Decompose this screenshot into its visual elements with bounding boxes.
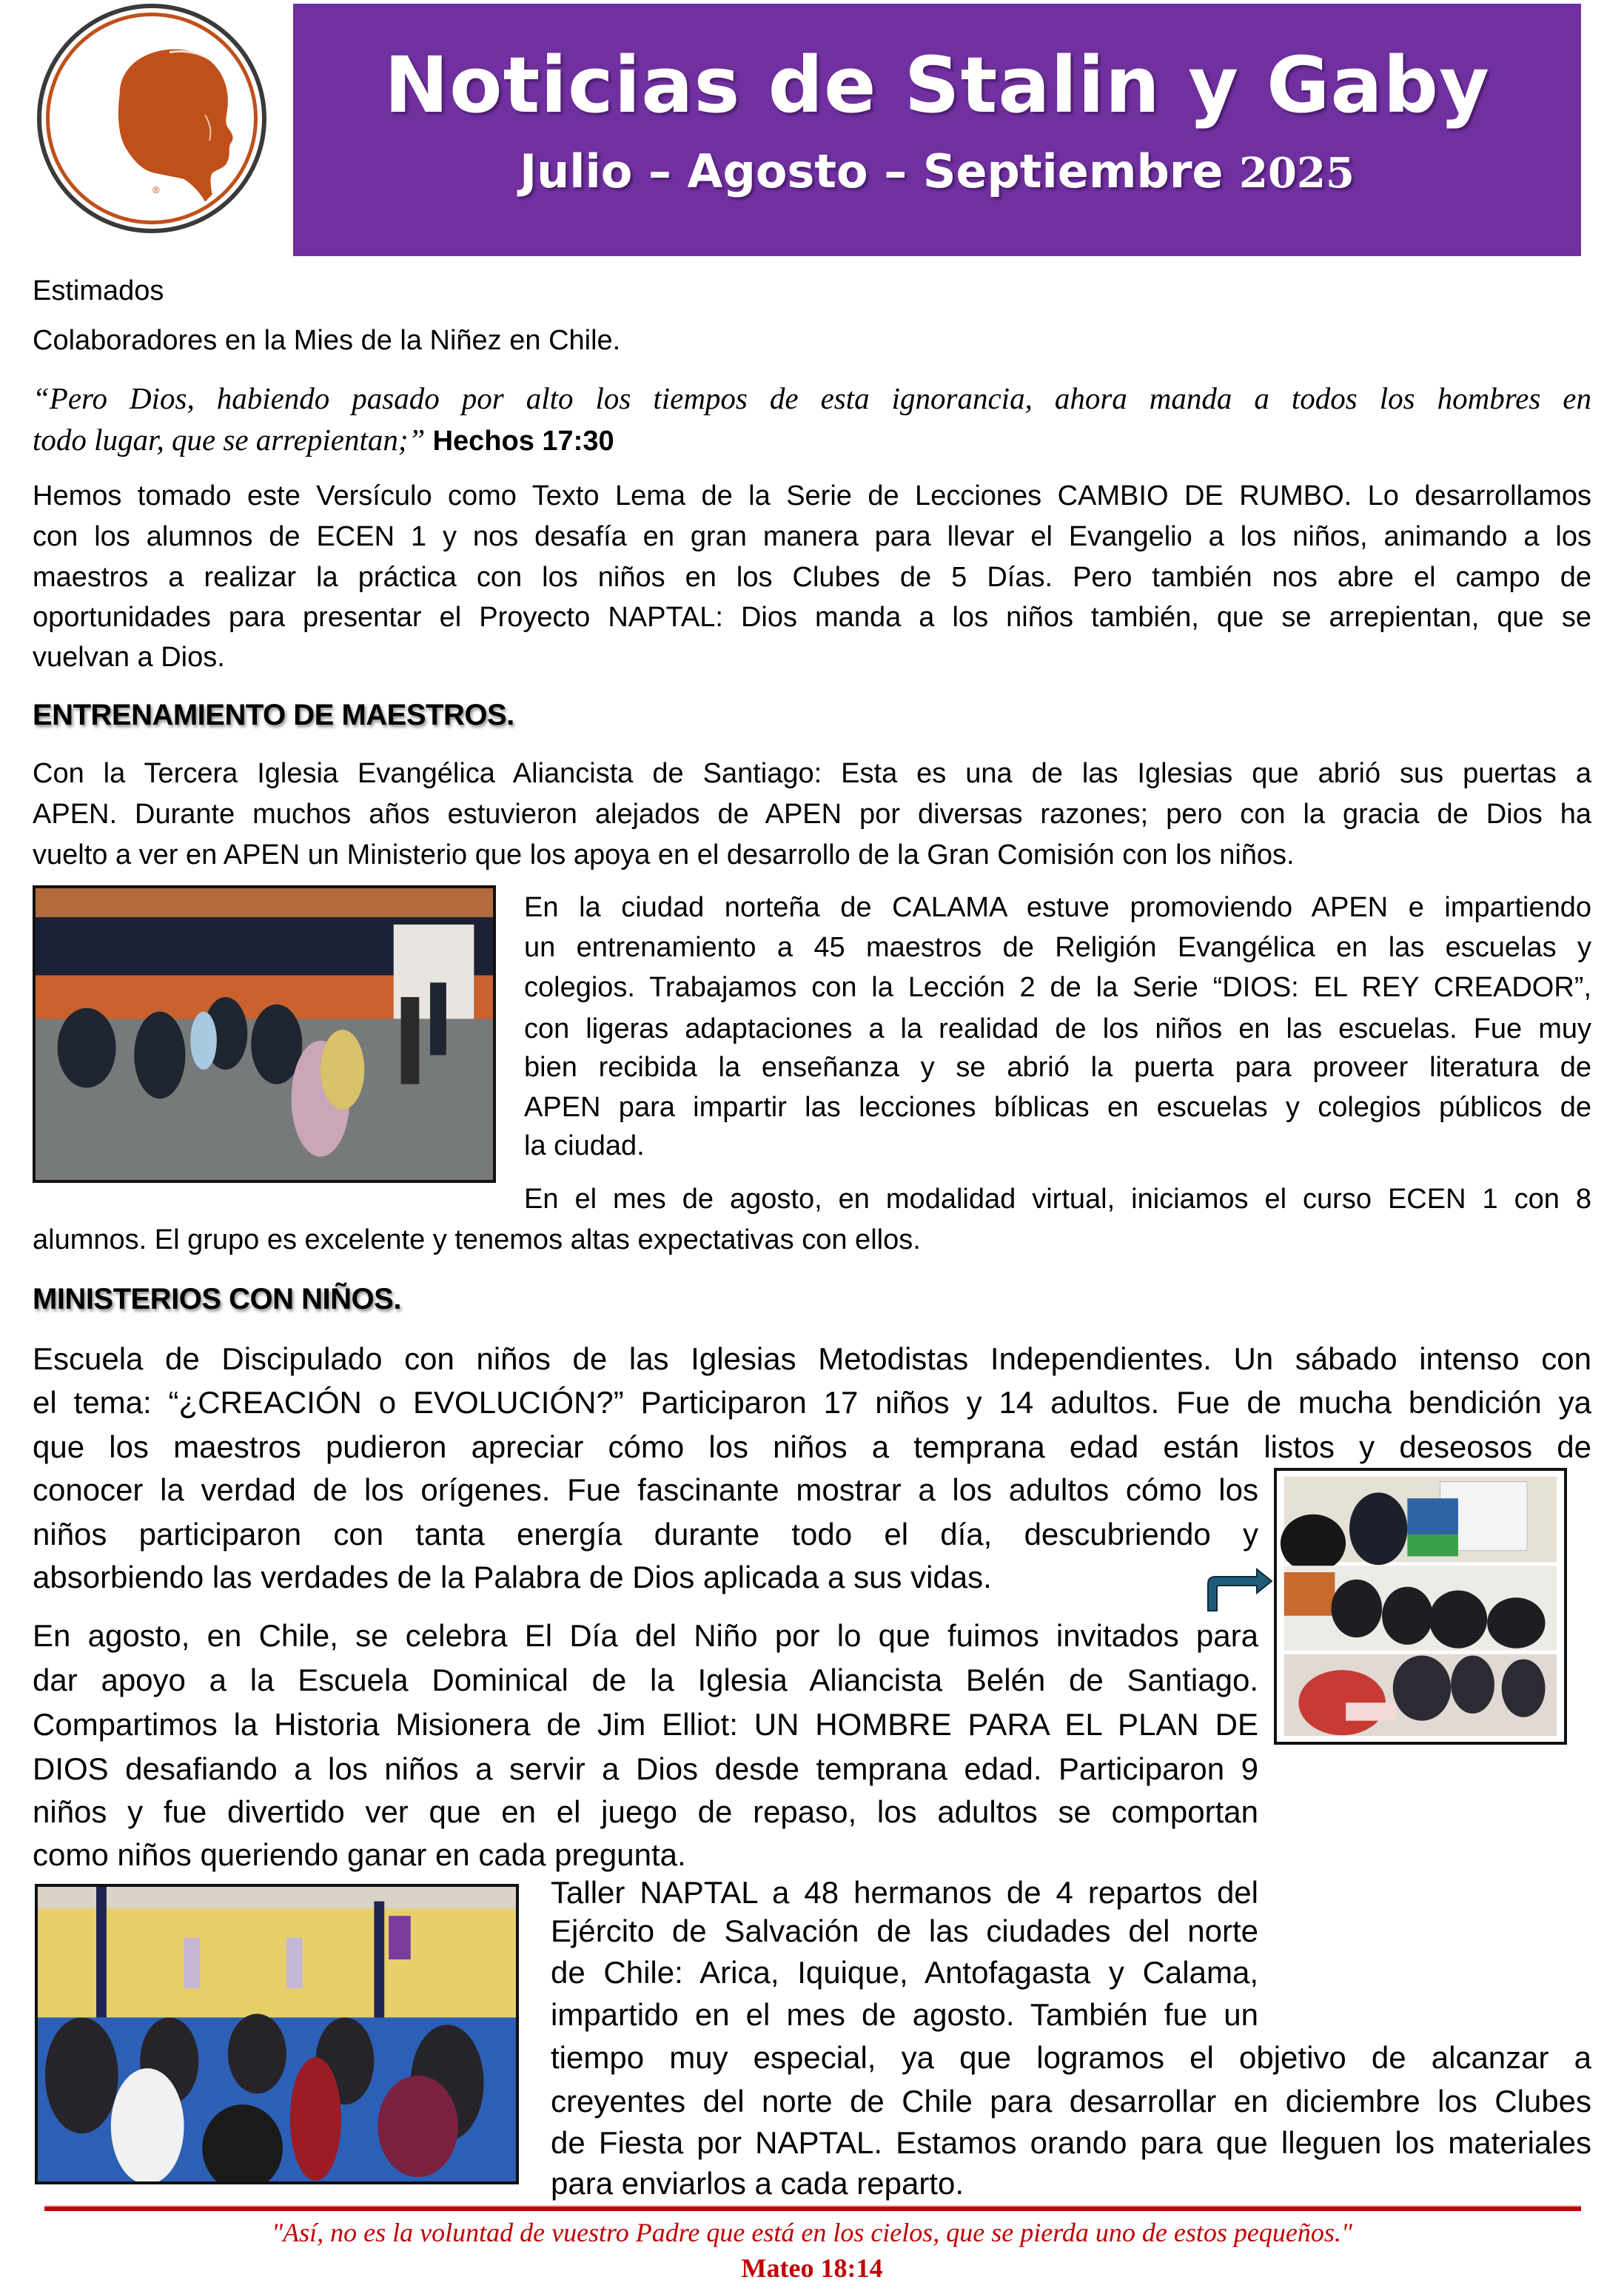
- ministries-line: tiempo muy especial, ya que logramos el objetivo de alcanzar a: [551, 2040, 1591, 2075]
- verse-line-1: “Pero Dios, habiendo pasado por alto los tiempos de esta ignorancia, ahora manda a todos los hombres en: [33, 381, 1591, 415]
- ministries-line: para enviarlos a cada reparto.: [551, 2166, 964, 2201]
- verse-line-2: [33, 422, 614, 459]
- photo-image: [36, 888, 493, 1180]
- ministries-line: niños y fue divertido ver que en el juego de repaso, los adultos se comportan: [33, 1794, 1258, 1829]
- photo-image: [38, 1887, 516, 2181]
- training-line: colegios. Trabajamos con la Lección 2 de la Serie “DIOS: EL REY CREADOR”,: [524, 972, 1591, 1003]
- ministries-line: de Fiesta por NAPTAL. Estamos orando para que lleguen los materiales: [551, 2125, 1591, 2160]
- page-subtitle: [293, 144, 1581, 198]
- registered-mark: ®: [152, 184, 160, 195]
- footer-divider: [44, 2207, 1581, 2211]
- training-line: vuelto a ver en APEN un Ministerio que los apoya en el desarrollo de la Gran Comisión con los niños.: [33, 839, 1295, 871]
- subtitle-months: Julio – Agosto – Septiembre: [520, 144, 1224, 198]
- training-line: con ligeras adaptaciones a la realidad de los niños en las escuelas. Fue muy: [524, 1013, 1591, 1044]
- ministries-line: dar apoyo a la Escuela Dominical de la Iglesia Aliancista Belén de Santiago.: [33, 1663, 1258, 1697]
- verse-reference: Hechos 17:30: [432, 426, 614, 457]
- training-line: En la ciudad norteña de CALAMA estuve promoviendo APEN e impartiendo: [524, 892, 1591, 923]
- footer-verse: "Así, no es la voluntad de vuestro Padre que está en los cielos, que se pierda uno de estos pequeños.": [272, 2218, 1352, 2247]
- training-line: Con la Tercera Iglesia Evangélica Aliancista de Santiago: Esta es una de las Iglesias que abrió sus puertas a: [33, 758, 1591, 789]
- ministries-line: DIOS desafiando a los niños a servir a Dios desde temprana edad. Participaron 9: [33, 1751, 1258, 1786]
- section-heading-training: ENTRENAMIENTO DE MAESTROS.: [33, 699, 514, 731]
- children-activities-photo-collage: [1274, 1468, 1567, 1745]
- training-line: APEN para impartir las lecciones bíblicas en escuelas y colegios públicos de: [524, 1092, 1591, 1123]
- ministries-line: conocer la verdad de los orígenes. Fue fascinante mostrar a los adultos cómo los: [33, 1472, 1258, 1507]
- training-line: bien recibida la enseñanza y se abrió la puerta para proveer literatura de: [524, 1052, 1591, 1083]
- ministries-line: creyentes del norte de Chile para desarrollar en diciembre los Clubes: [551, 2084, 1591, 2119]
- footer-verse-reference: Mateo 18:14: [741, 2253, 883, 2283]
- intro-line: maestros a realizar la práctica con los niños en los Clubes de 5 Días. Pero también nos abre el campo de: [33, 562, 1591, 593]
- training-line: En el mes de agosto, en modalidad virtual, iniciamos el curso ECEN 1 con 8: [524, 1184, 1591, 1215]
- ministries-line: absorbiendo las verdades de la Palabra de Dios aplicada a sus vidas.: [33, 1560, 992, 1594]
- training-line: APEN. Durante muchos años estuvieron alejados de APEN por diversas razones; pero con la gracia de Dios ha: [33, 799, 1591, 830]
- intro-line: con los alumnos de ECEN 1 y nos desafía en gran manera para llevar el Evangelio a los niños, animando a los: [33, 521, 1591, 552]
- verse-text: todo lugar, que se arrepientan;”: [33, 423, 426, 457]
- subtitle-year: 2025: [1239, 149, 1355, 198]
- section-heading-ministries: MINISTERIOS CON NIÑOS.: [33, 1283, 401, 1315]
- greeting-line-2: Colaboradores en la Mies de la Niñez en Chile.: [33, 325, 621, 356]
- naptal-workshop-photo: [35, 1884, 519, 2184]
- training-line: la ciudad.: [524, 1130, 645, 1161]
- ministries-line: que los maestros pudieron apreciar cómo los niños a temprana edad están listos y deseosos de: [33, 1429, 1591, 1464]
- page-title: Noticias de Stalin y Gaby: [384, 40, 1490, 130]
- ministries-line: Compartimos la Historia Misionera de Jim Elliot: UN HOMBRE PARA EL PLAN DE: [33, 1707, 1258, 1742]
- header-banner: [293, 4, 1581, 256]
- bent-arrow-icon: [1205, 1568, 1273, 1612]
- greeting-line-1: Estimados: [33, 275, 164, 306]
- apen-logo: [37, 4, 266, 233]
- ministries-line: Ejército de Salvación de las ciudades del norte: [551, 1913, 1258, 1948]
- intro-line: Hemos tomado este Versículo como Texto Lema de la Serie de Lecciones CAMBIO DE RUMBO. Lo desarrollamos: [33, 480, 1591, 511]
- training-line: alumnos. El grupo es excelente y tenemos altas expectativas con ellos.: [33, 1224, 921, 1255]
- intro-line: oportunidades para presentar el Proyecto NAPTAL: Dios manda a los niños también, que se arrepientan, que se: [33, 602, 1591, 633]
- ministries-line: impartido en el mes de agosto. También fue un: [551, 1997, 1258, 2032]
- training-room-photo: [33, 885, 496, 1183]
- intro-line: vuelvan a Dios.: [33, 642, 225, 673]
- child-profile-icon: [41, 8, 262, 229]
- ministries-line: como niños queriendo ganar en cada pregunta.: [33, 1837, 686, 1872]
- ministries-line: niños participaron con tanta energía durante todo el día, descubriendo y: [33, 1517, 1258, 1552]
- ministries-line: el tema: “¿CREACIÓN o EVOLUCIÓN?” Participaron 17 niños y 14 adultos. Fue de mucha bendición ya: [33, 1385, 1591, 1420]
- ministries-line: Taller NAPTAL a 48 hermanos de 4 repartos del: [551, 1875, 1258, 1910]
- ministries-line: En agosto, en Chile, se celebra El Día del Niño por lo que fuimos invitados para: [33, 1618, 1258, 1653]
- photo-image: [1277, 1471, 1564, 1742]
- ministries-line: Escuela de Discipulado con niños de las Iglesias Metodistas Independientes. Un sábado intenso con: [33, 1341, 1591, 1376]
- training-line: un entrenamiento a 45 maestros de Religión Evangélica en las escuelas y: [524, 932, 1591, 963]
- ministries-line: de Chile: Arica, Iquique, Antofagasta y Calama,: [551, 1955, 1258, 1990]
